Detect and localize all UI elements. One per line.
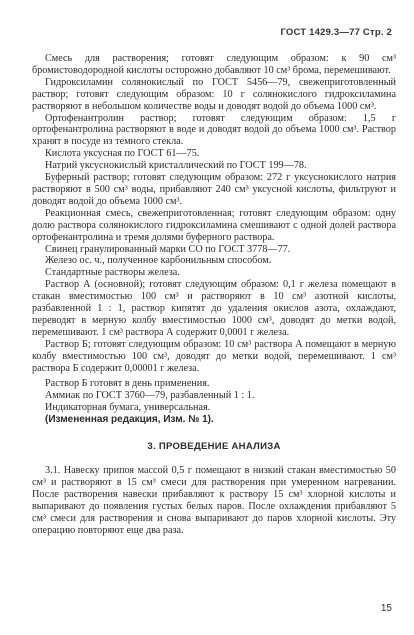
paragraph-dissolution-mixture: Смесь для растворения; готовят следующим образом: к 90 см³ бромистоводородной кислоты осторожно добавляют 10 см³ брома, перемешивают. <box>32 53 396 76</box>
paragraph-indicator-paper: Индикаторная бумага, универсальная. <box>45 402 211 414</box>
page-header: ГОСТ 1429.3—77 Стр. 2 <box>280 27 392 38</box>
paragraph-lead: Свинец гранулированный марки СО по ГОСТ 3778—77. <box>45 243 291 255</box>
paragraph-analysis: 3.1. Навеску припоя массой 0,5 г помещают в низкий стакан вместимостью 50 см³ и растворяют в 15 см³ смеси для растворения при умеренном нагревании. После растворения навески прибавляют к раствору 15 см³ хлорной кислоты и выпаривают до появления густых белых паров. После охлаждения прибавляют 5 см³ смеси для растворения и снова выпаривают до паров хлорной кислоты. Эту операцию повторяют еще два раза. <box>32 465 396 536</box>
paragraph-iron: Железо ос. ч., полученное карбонильным способом. <box>45 255 272 267</box>
paragraph-acetic-acid: Кислота уксусная по ГОСТ 61—75. <box>45 148 200 160</box>
paragraph-ammonia: Аммиак по ГОСТ 3760—79, разбавленный 1 : 1. <box>45 390 255 402</box>
paragraph-hydroxylamine: Гидроксиламин солянокислый по ГОСТ 5456—79, свежеприготовленный раствор; готовят следующим образом: 10 г солянокислого гидроксиламина растворяют в небольшом количестве воды и доводят водой до объема 1000 см³. <box>32 76 396 112</box>
paragraph-standard-solutions: Стандартные растворы железа. <box>45 267 180 279</box>
paragraph-solution-b: Раствор Б; готовят следующим образом: 10 см³ раствора А помещают в мерную колбу вместимостью 100 см³, доводят до метки водой, перемешивают. 1 см³ раствора Б содержит 0,00001 г железа. <box>32 338 396 374</box>
paragraph-solution-a: Раствор А (основной); готовят следующим образом: 0,1 г железа помещают в стакан вместимостью 100 см³ и растворяют в 10 см³ азотной кислоты, разбавленной 1 : 1, раствор кипятят до удаления окислов азота, охлаждают, переводят в мерную колбу вместимостью 1000 см³, доводят до метки водой, перемешивают. 1 см³ раствора А содержит 0,0001 г железа. <box>32 279 396 338</box>
paragraph-solution-b-day: Раствор Б готовят в день применения. <box>45 378 210 390</box>
paragraph-reaction-mixture: Реакционная смесь, свежеприготовленная; готовят следующим образом: одну долю раствора солянокислого гидроксиламина смешивают с одной долей раствора ортофенантролина и тремя долями буферного раствора. <box>32 207 396 243</box>
paragraph-buffer-solution: Буферный раствор; готовят следующим образом: 272 г уксуснокислого натрия растворяют в 500 см³ воды, прибавляют 240 см³ уксусной кислоты, фильтруют и доводят водой до объема 1000 см³. <box>32 172 396 207</box>
document-body <box>32 53 396 536</box>
section-title: 3. ПРОВЕДЕНИЕ АНАЛИЗА <box>147 441 281 453</box>
page-number: 15 <box>380 603 392 614</box>
paragraph-sodium-acetate: Натрий уксуснокислый кристаллический по ГОСТ 199—78. <box>45 160 307 172</box>
edition-note: (Измененная редакция, Изм. № 1). <box>45 414 214 426</box>
paragraph-orthophenanthroline: Ортофенантролин раствор; готовят следующим образом: 1,5 г ортофенантролина растворяют в воде и доводят водой до объема 1000 см³. Раствор хранят в посуде из темного стекла. <box>32 112 396 148</box>
